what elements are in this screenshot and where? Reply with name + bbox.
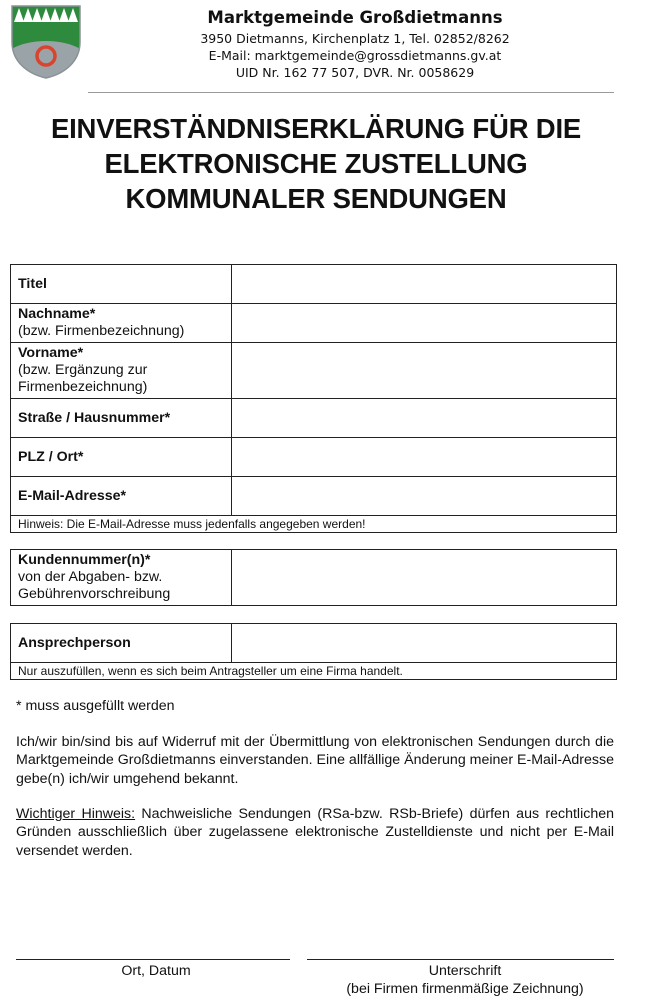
row-email-note [11,516,617,533]
label-vorname-cell [11,343,232,399]
personal-data-table [10,264,617,533]
label-strasse: Straße / Hausnummer* [11,399,232,438]
place-date-label: Ort, Datum [121,963,191,979]
label-titel: Titel [11,265,232,304]
signature-label-main: Unterschrift [428,963,502,979]
label-vorname-sub1: (bzw. Ergänzung zur [18,362,148,378]
field-kunden[interactable] [232,550,617,606]
row-ansprech-note [11,663,617,680]
field-email[interactable] [232,477,617,516]
customer-number-table [10,549,617,606]
row-strasse [11,399,617,438]
signature-label [300,962,630,998]
field-strasse[interactable] [232,399,617,438]
field-vorname[interactable] [232,343,617,399]
title-line-1: EINVERSTÄNDNISERKLÄRUNG FÜR DIE [50,113,582,144]
row-nachname [11,304,617,343]
label-ansprech: Ansprechperson [11,624,232,663]
email-line: E-Mail: marktgemeinde@grossdietmanns.gv.at [208,48,502,63]
consent-paragraph: Ich/wir bin/sind bis auf Widerruf mit der Übermittlung von elektronischen Sendungen durch die Marktgemeinde Großdietmanns einverstanden. Eine allfällige Änderung meiner E-Mail-Adresse gebe(n) ich/wir umgehend bekannt. [16,734,614,787]
row-vorname [11,343,617,399]
label-kunden-sub2: Gebührenvorschreibung [18,586,171,602]
signature-label-sub: (bei Firmen firmenmäßige Zeichnung) [346,981,584,997]
ansprech-note: Nur auszufüllen, wenn es sich beim Antragsteller um eine Firma handelt. [11,663,617,680]
signature-line [307,959,614,960]
important-text: Nachweisliche Sendungen (RSa-bzw. RSb-Briefe) dürfen aus rechtlichen Gründen ausschließlich über zugelassene elektronische Zustelldienste und nicht per E-Mail versendet werden. [16,806,615,859]
org-name: Marktgemeinde Großdietmanns [207,8,503,27]
email-note: Hinweis: Die E-Mail-Adresse muss jedenfalls angegeben werden! [11,516,617,533]
row-email [11,477,617,516]
title-line-3: KOMMUNALER SENDUNGEN [125,183,507,214]
letterhead [190,6,520,81]
field-plz[interactable] [232,438,617,477]
label-kunden: Kundennummer(n)* [18,552,151,568]
label-kunden-sub1: von der Abgaben- bzw. [18,569,163,585]
row-plz [11,438,617,477]
field-titel[interactable] [232,265,617,304]
label-email: E-Mail-Adresse* [11,477,232,516]
uid-line: UID Nr. 162 77 507, DVR. Nr. 0058629 [235,65,475,80]
address-line: 3950 Dietmanns, Kirchenplatz 1, Tel. 02852/8262 [200,31,510,46]
title-line-2: ELEKTRONISCHE ZUSTELLUNG [104,148,528,179]
label-nachname-sub: (bzw. Firmenbezeichnung) [18,323,185,339]
row-titel [11,265,617,304]
label-nachname: Nachname* [18,306,96,322]
label-vorname-sub2: Firmenbezeichnung) [18,379,148,395]
label-plz: PLZ / Ort* [11,438,232,477]
row-ansprech [11,624,617,663]
field-ansprech[interactable] [232,624,617,663]
row-kunden [11,550,617,606]
field-nachname[interactable] [232,304,617,343]
important-paragraph [16,805,614,860]
label-vorname: Vorname* [18,345,84,361]
required-note: * muss ausgefüllt werden [16,698,175,714]
municipal-crest-logo [10,4,82,80]
label-kunden-cell [11,550,232,606]
header-divider [88,92,614,93]
contact-person-table [10,623,617,680]
document-title [0,111,632,216]
place-date-line [16,959,290,960]
important-label: Wichtiger Hinweis: [16,806,136,822]
label-nachname-cell [11,304,232,343]
